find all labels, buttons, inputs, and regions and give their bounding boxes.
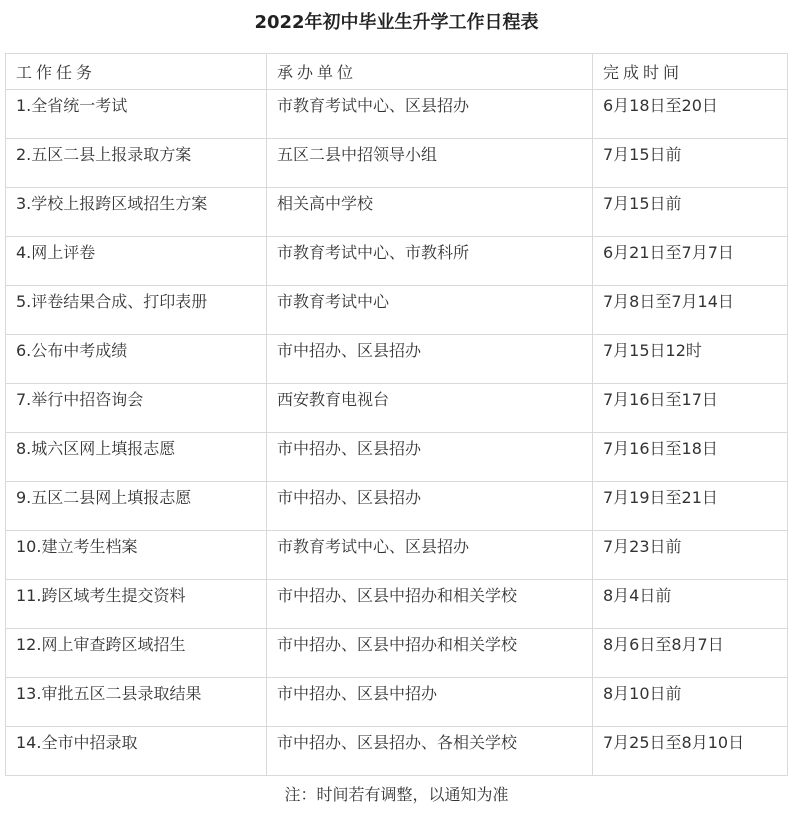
task-cell: 11.跨区域考生提交资料	[6, 580, 267, 629]
deadline-cell: 7月15日前	[593, 188, 788, 237]
task-cell: 7.举行中招咨询会	[6, 384, 267, 433]
table-row	[6, 433, 788, 482]
task-cell: 3.学校上报跨区域招生方案	[6, 188, 267, 237]
page-title: 2022年初中毕业生升学工作日程表	[254, 12, 539, 33]
organizer-cell: 市中招办、区县招办	[267, 335, 593, 384]
table-row	[6, 139, 788, 188]
table-header-row	[6, 54, 788, 90]
table-row	[6, 188, 788, 237]
deadline-cell: 8月6日至8月7日	[593, 629, 788, 678]
task-cell: 1.全省统一考试	[6, 90, 267, 139]
column-header-deadline: 完成时间	[593, 54, 788, 90]
organizer-cell: 市中招办、区县招办	[267, 482, 593, 531]
organizer-cell: 市教育考试中心	[267, 286, 593, 335]
task-cell: 8.城六区网上填报志愿	[6, 433, 267, 482]
organizer-cell: 市教育考试中心、市教科所	[267, 237, 593, 286]
task-cell: 2.五区二县上报录取方案	[6, 139, 267, 188]
organizer-cell: 市中招办、区县中招办	[267, 678, 593, 727]
table-row	[6, 90, 788, 139]
table-row	[6, 531, 788, 580]
organizer-cell: 相关高中学校	[267, 188, 593, 237]
deadline-cell: 8月4日前	[593, 580, 788, 629]
organizer-cell: 市中招办、区县中招办和相关学校	[267, 629, 593, 678]
task-cell: 12.网上审查跨区域招生	[6, 629, 267, 678]
deadline-cell: 7月8日至7月14日	[593, 286, 788, 335]
deadline-cell: 6月18日至20日	[593, 90, 788, 139]
table-row	[6, 678, 788, 727]
table-row	[6, 727, 788, 776]
organizer-cell: 市中招办、区县中招办和相关学校	[267, 580, 593, 629]
deadline-cell: 8月10日前	[593, 678, 788, 727]
table-row	[6, 335, 788, 384]
table-row	[6, 237, 788, 286]
task-cell: 9.五区二县网上填报志愿	[6, 482, 267, 531]
deadline-cell: 7月19日至21日	[593, 482, 788, 531]
table-row	[6, 286, 788, 335]
organizer-cell: 市教育考试中心、区县招办	[267, 90, 593, 139]
deadline-cell: 7月15日12时	[593, 335, 788, 384]
organizer-cell: 市中招办、区县招办	[267, 433, 593, 482]
deadline-cell: 7月15日前	[593, 139, 788, 188]
table-row	[6, 580, 788, 629]
table-row	[6, 384, 788, 433]
deadline-cell: 7月25日至8月10日	[593, 727, 788, 776]
task-cell: 14.全市中招录取	[6, 727, 267, 776]
column-header-organizer: 承办单位	[267, 54, 593, 90]
organizer-cell: 西安教育电视台	[267, 384, 593, 433]
task-cell: 10.建立考生档案	[6, 531, 267, 580]
task-cell: 13.审批五区二县录取结果	[6, 678, 267, 727]
column-header-task: 工作任务	[6, 54, 267, 90]
organizer-cell: 五区二县中招领导小组	[267, 139, 593, 188]
deadline-cell: 7月23日前	[593, 531, 788, 580]
deadline-cell: 7月16日至17日	[593, 384, 788, 433]
deadline-cell: 7月16日至18日	[593, 433, 788, 482]
deadline-cell: 6月21日至7月7日	[593, 237, 788, 286]
organizer-cell: 市中招办、区县招办、各相关学校	[267, 727, 593, 776]
table-row	[6, 482, 788, 531]
task-cell: 6.公布中考成绩	[6, 335, 267, 384]
task-cell: 5.评卷结果合成、打印表册	[6, 286, 267, 335]
footnote: 注：时间若有调整，以通知为准	[284, 785, 509, 804]
table-row	[6, 629, 788, 678]
schedule-table	[5, 53, 788, 776]
organizer-cell: 市教育考试中心、区县招办	[267, 531, 593, 580]
task-cell: 4.网上评卷	[6, 237, 267, 286]
